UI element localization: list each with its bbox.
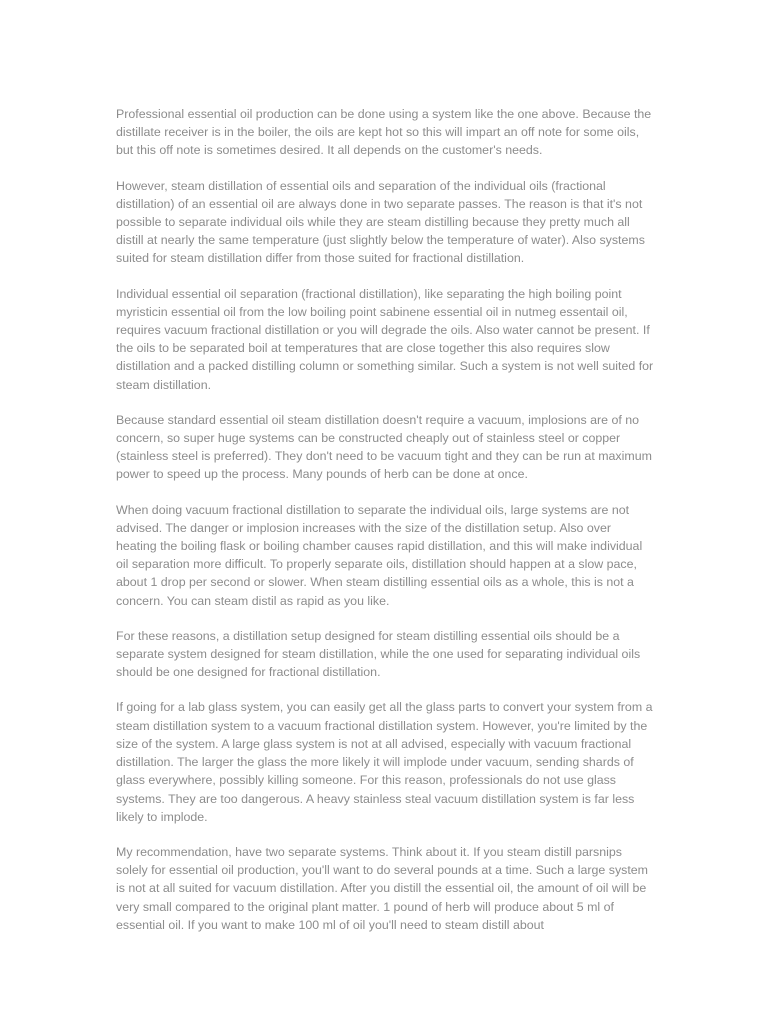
paragraph-2: However, steam distillation of essential oils and separation of the individual oils (fractional distillation) of an essential oil are always done in two separate passes. The reason is that it's not possible to separate individual oils while they are steam distilling because they pretty much all distill at nearly the same temperature (just slightly below the temperature of water). Also systems suited for steam distillation differ from those suited for fractional distillation. bbox=[116, 178, 645, 266]
paragraph-4: Because standard essential oil steam distillation doesn't require a vacuum, implosions are of no concern, so super huge systems can be constructed cheaply out of stainless steel or copper (stainless steel is preferred). They don't need to be vacuum tight and they can be run at maximum power to speed up the process. Many pounds of herb can be done at once. bbox=[116, 412, 652, 482]
paragraph-8: My recommendation, have two separate systems. Think about it. If you steam distill parsnips solely for essential oil production, you'll want to do several pounds at a time. Such a large system is not at all suited for vacuum distillation. After you distill the essential oil, the amount of oil will be very small compared to the original plant matter. 1 pound of herb will produce about 5 ml of essential oil. If you want to make 100 ml of oil you'll need to steam distill about bbox=[116, 844, 648, 932]
paragraph-3: Individual essential oil separation (fractional distillation), like separating the high boiling point myristicin essential oil from the low boiling point sabinene essential oil in nutmeg essentail oil, requires vacuum fractional distillation or you will degrade the oils. Also water cannot be present. If the oils to be separated boil at temperatures that are close together this also requires slow distillation and a packed distilling column or something similar. Such a system is not well suited for steam distillation. bbox=[116, 286, 654, 392]
paragraph-1: Professional essential oil production can be done using a system like the one above. Because the distillate receiver is in the boiler, the oils are kept hot so this will impart an off note for some oils, but this off note is sometimes desired. It all depends on the customer's needs. bbox=[116, 107, 652, 158]
document-page bbox=[116, 105, 654, 935]
paragraph-5: When doing vacuum fractional distillation to separate the individual oils, large systems are not advised. The danger or implosion increases with the size of the distillation setup. Also over heating the boiling flask or boiling chamber causes rapid distillation, and this will make individual oil separation more difficult. To properly separate oils, distillation should happen at a slow pace, about 1 drop per second or slower. When steam distilling essential oils as a whole, this is not a concern. You can steam distil as rapid as you like. bbox=[116, 502, 643, 608]
paragraph-6: For these reasons, a distillation setup designed for steam distilling essential oils should be a separate system designed for steam distillation, while the one used for separating individual oils should be one designed for fractional distillation. bbox=[116, 628, 641, 680]
paragraph-7: If going for a lab glass system, you can easily get all the glass parts to convert your system from a steam distillation system to a vacuum fractional distillation system. However, you're limited by the size of the system. A large glass system is not at all advised, especially with vacuum fractional distillation. The larger the glass the more likely it will implode under vacuum, sending shards of glass everywhere, possibly killing someone. For this reason, professionals do not use glass systems. They are too dangerous. A heavy stainless steal vacuum distillation system is far less likely to implode. bbox=[116, 700, 653, 824]
